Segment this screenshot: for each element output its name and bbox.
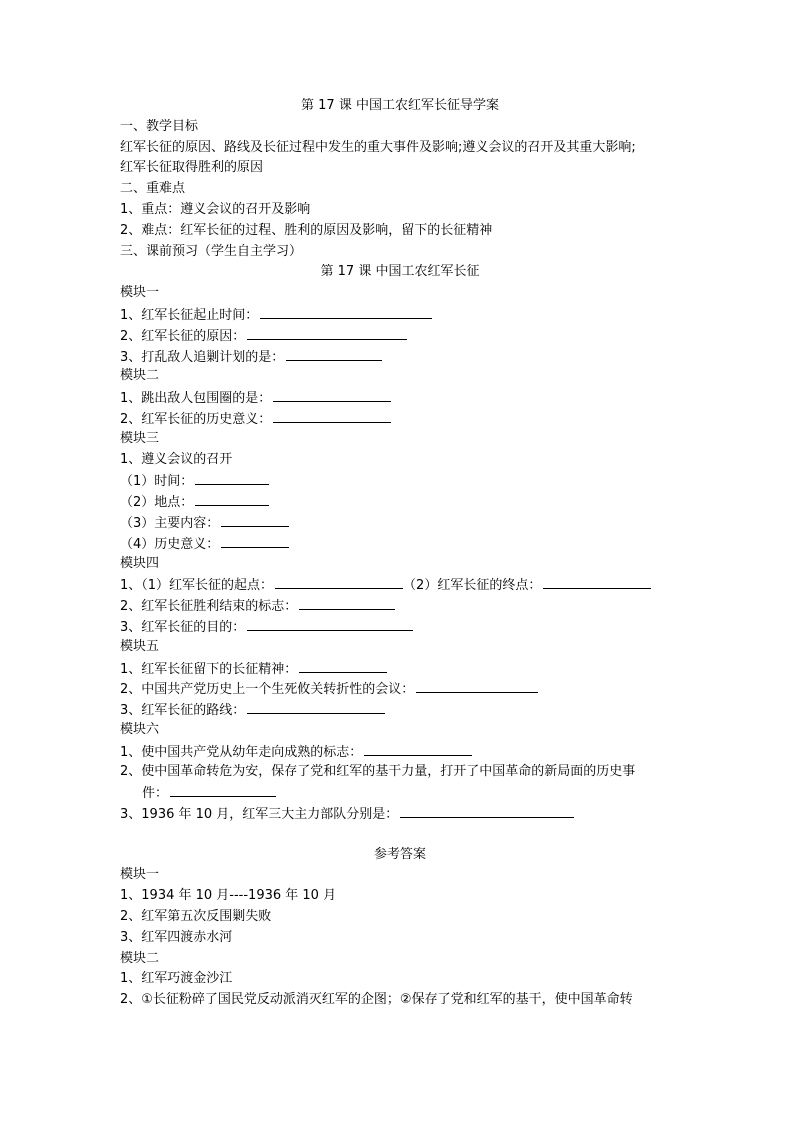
document-page (120, 96, 680, 1011)
question-line (120, 491, 680, 512)
question-line (120, 512, 680, 533)
module-heading: 模块二 (120, 368, 160, 384)
question-text: 1、（1）红军长征的起点： (120, 578, 274, 594)
question-text: 1、使中国共产党从幼年走向成熟的标志： (120, 744, 363, 760)
paragraph-line: 红军长征取得胜利的原因 (120, 160, 264, 176)
section-heading: 二、重难点 (120, 181, 186, 197)
spacer (120, 824, 680, 845)
question-text: （3）主要内容： (120, 515, 220, 531)
answer-blank (275, 574, 403, 589)
answer-line: 2、①长征粉碎了国民党反动派消灭红军的企图；②保存了党和红军的基干，使中国革命转 (120, 992, 633, 1008)
answer-line: 2、红军第五次反围剿失败 (120, 909, 272, 925)
answer-blank (195, 470, 269, 485)
module-heading: 模块二 (120, 950, 160, 966)
module-heading: 模块六 (120, 721, 160, 737)
module-heading: 模块一 (120, 285, 160, 301)
question-line (120, 658, 680, 679)
question-line (120, 346, 680, 367)
question-line (120, 533, 680, 554)
answer-blank (247, 325, 407, 340)
answer-line: 1、红军巧渡金沙江 (120, 971, 233, 987)
document-title: 第 17 课 中国工农红军长征导学案 (301, 98, 499, 113)
question-line (120, 678, 680, 699)
question-text: 3、打乱敌人追剿计划的是： (120, 349, 285, 365)
question-text: 2、红军长征的历史意义： (120, 411, 272, 427)
answer-blank (273, 408, 391, 423)
question-text: 3、红军长征的目的： (120, 619, 246, 635)
answer-line: 3、红军四渡赤水河 (120, 929, 233, 945)
paragraph-line: 红军长征的原因、路线及长征过程中发生的重大事件及影响;遵义会议的召开及其重大影响; (120, 139, 636, 155)
question-line (120, 574, 680, 595)
question-text: 3、红军长征的路线： (120, 703, 246, 719)
section-subtitle: 第 17 课 中国工农红军长征 (320, 264, 480, 280)
answer-blank (364, 741, 472, 756)
question-text: 2、红军长征的原因： (120, 328, 246, 344)
question-line (120, 699, 680, 720)
answer-line: 1、1934 年 10 月----1936 年 10 月 (120, 888, 337, 904)
answer-blank (260, 304, 432, 319)
answer-blank (247, 616, 413, 631)
question-line (120, 470, 680, 491)
answers-heading: 参考答案 (373, 846, 426, 862)
list-item: 2、难点：红军长征的过程、胜利的原因及影响，留下的长征精神 (120, 222, 493, 238)
question-text: （4）历史意义： (120, 536, 220, 552)
question-line (120, 595, 680, 616)
question-line (120, 325, 680, 346)
question-line (120, 803, 680, 824)
question-line (120, 616, 680, 637)
answer-blank (416, 678, 538, 693)
answer-blank (273, 387, 391, 402)
question-text: （2）红军长征的终点： (403, 578, 542, 594)
answer-blank (247, 699, 385, 714)
module-heading: 模块三 (120, 430, 160, 446)
question-line (120, 387, 680, 408)
question-line (120, 408, 680, 429)
question-text: 2、使中国革命转危为安，保存了党和红军的基干力量，打开了中国革命的新局面的历史事 (120, 763, 636, 779)
question-text: （1）时间： (120, 474, 194, 490)
question-text: 1、跳出敌人包围圈的是： (120, 391, 272, 407)
question-line (120, 741, 680, 762)
question-text: 1、红军长征起止时间： (120, 307, 259, 323)
answer-blank (299, 595, 395, 610)
question-line (120, 782, 680, 803)
module-heading: 模块一 (120, 867, 160, 883)
answer-blank (170, 782, 276, 797)
question-text: 2、中国共产党历史上一个生死攸关转折性的会议： (120, 682, 415, 698)
question-text: 3、1936 年 10 月，红军三大主力部队分别是： (120, 807, 399, 823)
answer-blank (400, 803, 574, 818)
answer-blank (221, 512, 289, 527)
question-text: 件： (142, 786, 169, 802)
section-heading: 三、课前预习（学生自主学习） (120, 243, 303, 259)
answer-blank (286, 346, 382, 361)
answer-blank (221, 533, 289, 548)
section-heading: 一、教学目标 (120, 118, 199, 134)
answer-blank (543, 574, 651, 589)
question-text: 1、红军长征留下的长征精神： (120, 661, 298, 677)
list-item: 1、重点：遵义会议的召开及影响 (120, 201, 311, 217)
question-line (120, 304, 680, 325)
answer-blank (299, 658, 387, 673)
question-text: （2）地点： (120, 495, 194, 511)
question-text: 1、遵义会议的召开 (120, 451, 233, 467)
question-text: 2、红军长征胜利结束的标志： (120, 599, 298, 615)
answer-blank (195, 491, 269, 506)
module-heading: 模块四 (120, 555, 160, 571)
module-heading: 模块五 (120, 638, 160, 654)
